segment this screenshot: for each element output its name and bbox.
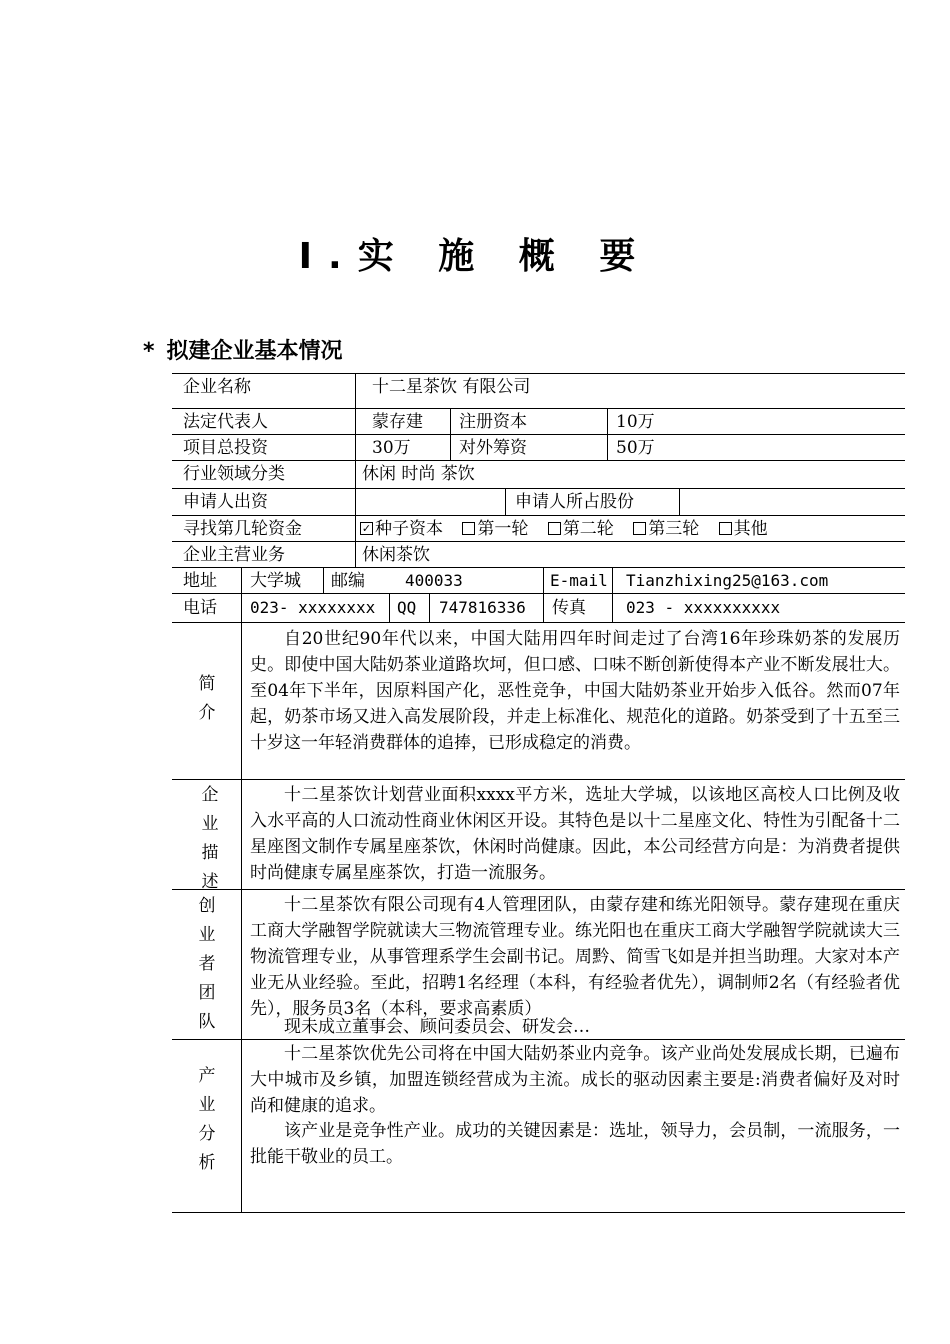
intro-text: 自20世纪90年代以来，中国大陆用四年时间走过了台湾16年珍珠奶茶的发展历史。即使中国大陆奶茶业道路坎坷，但口感、口味不断创新使得本产业不断发展壮大。至04年下半年，因原料国产化，恶性竞争，中国大陆奶茶业开始步入低谷。然而07年起，奶茶市场又进入高发展阶段，并走上标准化、规范化的道路。奶茶受到了十五至三十岁这一年轻消费群体的追捧，已形成稳定的消费。 [250, 629, 900, 753]
qq-value: 747816336 [439, 598, 526, 617]
round-option-third[interactable]: 第三轮 [633, 519, 699, 539]
total-invest-value: 30万 [372, 438, 411, 458]
page-title: Ⅰ.实 施 概 要 [298, 236, 652, 277]
round-option-seed[interactable]: ✓ 种子资本 [361, 519, 443, 539]
industry-analysis-text: 十二星茶饮优先公司将在中国大陆奶茶业内竞争。该产业尚处发展成长期，已遍布大中城市及乡镇，加盟连锁经营成为主流。成长的驱动因素主要是:消费者偏好及对时尚和健康的追求。 [250, 1044, 900, 1116]
industry-value: 休闲 时尚 茶饮 [362, 464, 475, 484]
round-option-second[interactable]: 第二轮 [548, 519, 614, 539]
total-invest-label: 项目总投资 [183, 438, 268, 458]
checkbox-checked-icon[interactable]: ✓ [361, 521, 372, 535]
external-funding-value: 50万 [616, 438, 655, 458]
section-heading [143, 334, 343, 365]
funding-round-options [360, 518, 782, 540]
fax-value: 023 - xxxxxxxxxx [626, 598, 781, 617]
address-value: 大学城 [250, 571, 301, 591]
round-option-other[interactable]: 其他 [719, 519, 768, 539]
applicant-invest-label: 申请人出资 [183, 492, 268, 512]
description-label: 企业描述 [201, 785, 219, 892]
fax-label: 传真 [552, 598, 586, 618]
legal-rep-label: 法定代表人 [183, 412, 268, 432]
team-label: 创业者团队 [198, 896, 216, 1032]
industry-analysis-text-2: 该产业是竞争性产业。成功的关键因素是：选址，领导力，会员制，一流服务，一批能干敬业的员工。 [250, 1121, 900, 1167]
main-business-label: 企业主营业务 [183, 545, 285, 565]
funding-round-label: 寻找第几轮资金 [183, 519, 302, 539]
description-text: 十二星茶饮计划营业面积xxxx平方米，选址大学城，以该地区高校人口比例及收入水平高的人口流动性商业休闲区开设。其特色是以十二星座文化、特性为引配备十二星座图文制作专属星座茶饮，休闲时尚健康。因此，本公司经营方向是：为消费者提供时尚健康专属星座茶饮，打造一流服务。 [250, 785, 900, 883]
applicant-share-label: 申请人所占股份 [515, 492, 634, 512]
team-text-board: 现未成立董事会、顾问委员会、研发会… [284, 1017, 590, 1037]
round-option-first[interactable]: 第一轮 [462, 519, 528, 539]
checkbox-icon[interactable] [633, 522, 646, 535]
phone-value: 023- xxxxxxxx [250, 598, 376, 617]
qq-label: QQ [397, 598, 417, 617]
company-name-label: 企业名称 [183, 377, 251, 397]
checkbox-icon[interactable] [548, 522, 561, 535]
email-value: Tianzhixing25@163.com [626, 571, 829, 590]
external-funding-label: 对外筹资 [459, 438, 527, 458]
reg-capital-value: 10万 [616, 412, 655, 432]
main-business-value: 休闲茶饮 [362, 545, 430, 565]
asterisk-icon: * [143, 339, 155, 364]
legal-rep-value: 蒙存建 [372, 412, 423, 432]
phone-label: 电话 [183, 598, 217, 618]
section-heading-text: 拟建企业基本情况 [166, 339, 343, 364]
industry-label: 行业领域分类 [183, 464, 285, 484]
address-label: 地址 [183, 571, 217, 591]
checkbox-icon[interactable] [462, 522, 475, 535]
reg-capital-label: 注册资本 [459, 412, 527, 432]
checkbox-icon[interactable] [719, 522, 732, 535]
email-label: E-mail [550, 571, 608, 590]
company-name-value: 十二星茶饮 有限公司 [372, 377, 531, 397]
intro-label: 简介 [198, 674, 216, 723]
industry-analysis-label: 产业分析 [198, 1066, 216, 1173]
team-text: 十二星茶饮有限公司现有4人管理团队，由蒙存建和练光阳领导。蒙存建现在重庆工商大学融智学院就读大三物流管理专业。练光阳也在重庆工商大学融智学院就读大三物流管理专业，从事管理系学生会副书记。周黔、简雪飞如是并担当助理。大家对本产业无从业经验。至此，招聘1名经理（本科，有经验者优先），调制师2名（有经验者优先），服务员3名（本科，要求高素质） [250, 895, 900, 1019]
postcode-value: 400033 [405, 571, 463, 590]
postcode-label: 邮编 [331, 571, 365, 591]
